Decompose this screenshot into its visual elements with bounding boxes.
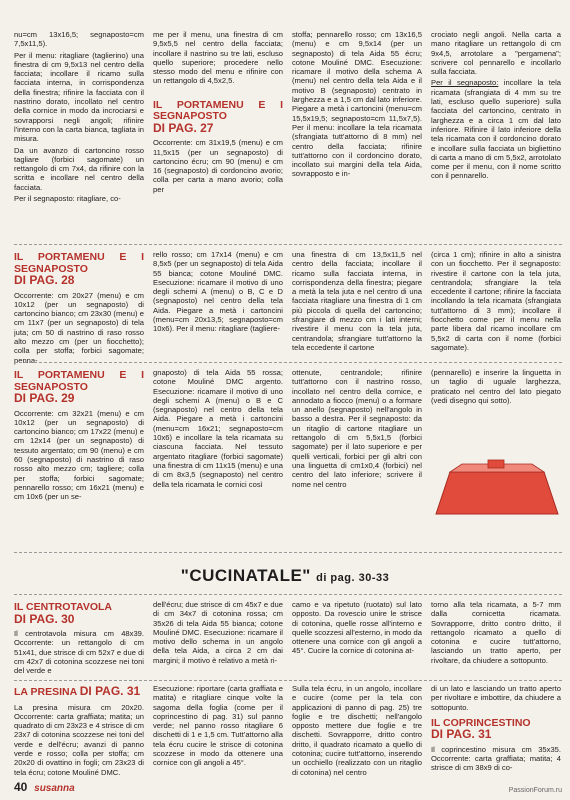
column-1 <box>14 250 144 367</box>
section-title-text: LA PRESINA <box>14 686 77 698</box>
section-title <box>14 252 144 287</box>
section-band-3 <box>14 368 562 548</box>
paragraph: torno alla tela ricamata, a 5-7 mm dalla cornicetta ricamata. Sovrapporre, dritto contro dritto, il rettangolo ricamato a quello di cotonina e cucire tutt'attorno, lasciando un tratto aperto, per rivoltare, da chiudere a sottopunto. <box>431 600 561 665</box>
section-title-text: IL PORTAMENU E I SEGNAPOSTO <box>14 251 144 275</box>
paragraph: La presina misura cm 20x20. Occorrente: carta graffiata; matita; un quadrato di cm 23x23 e 4 strisce di cm 23x7 di cotonina scozzese nei toni del verde e dell'écru; avanzi di panno verde e rosso; colla per stoffa; cm 20x20 di ovattino in fogli; cm 23x23 di tela écru; cotone Mouliné DMC. <box>14 702 144 777</box>
paragraph: rello rosso; cm 17x14 (menu) e cm 8,5x5 (per un segnaposto) di tela Aida 55 bianca; cotone Mouliné DMC. Esecuzione: ricamare il motivo di uno degli schemi A (menu) o B, C e D (segnaposto) nel centro della tela Aida. Piegare a metà i cartoncini (menu=cm 20x13,5; segnaposto=cm 10x6). Per il menu: ritagliare (tagliere- <box>153 250 283 334</box>
column-1 <box>14 368 144 503</box>
section-band-2 <box>14 250 562 365</box>
column-3 <box>292 684 422 778</box>
paragraph: (circa 1 cm); rifinire in alto a sinistra con un fiocchetto. Per il segnaposto: rivestire il cartone con la tela juta, centrandola; sfrangiare la tela eccedente il cartone; rifinire la facciata incollando la tela ricamata (sfrangiata tutt'attorno di 3 mm); incollare il fiocchetto come per il menu nella parte libera dal ricamo incollare cm 5,5x2 di carta con il nome (forbici sagomate). <box>431 250 561 352</box>
place-card-tab <box>488 460 504 468</box>
place-card-illustration <box>432 450 562 520</box>
paragraph: di un lato e lasciando un tratto aperto per rivoltare e imbottire, da chiudere a sottopunto. <box>431 684 561 712</box>
column-3 <box>292 368 422 491</box>
subsection-label: Per il segnaposto: <box>431 78 499 88</box>
section-title <box>431 718 561 741</box>
paragraph: nu=cm 13x16,5; segnaposto=cm 7,5x11,5). <box>14 30 144 49</box>
column-1 <box>14 684 144 778</box>
paragraph <box>431 78 561 180</box>
paragraph: Per il segnaposto: ritagliare, co- <box>14 194 121 204</box>
column-2 <box>153 368 283 491</box>
divider <box>14 552 562 553</box>
paragraph: Esecuzione: riportare (carta graffiata e matita) e ritagliare cinque volte la sagoma della foglia (come per il coprincestino di pag. 31) sul panno verde; nel panno rosso ritagliare 6 dischetti di 1 e 1,5 cm. Tutt'attorno alla tela écru cucire le strisce di cotonina scozzese in modo da ottenere una cornice con gli angoli a 45°. <box>153 684 283 768</box>
divider <box>14 244 562 245</box>
paragraph: Occorrente: cm 20x27 (menu) e cm 10x12 (per un segnaposto) di cartoncino bianco; cm 23x30 (menu) e cm 11x7 (per un segnaposto) di tela juta; cm 50 di nastrino di raso rosso alto mezzo cm (per un fiocchetto); colla per stoffa; forbici sagomate; penna- <box>14 290 144 365</box>
page-number: 40 <box>14 780 28 794</box>
place-card-body <box>436 472 558 514</box>
paragraph: Sulla tela écru, in un angolo, incollare e cucire (come per la tela con applicazioni di panno di pag. 25) tre foglie e tre dischetti; nell'angolo opposto mettere due foglie e tre dischetti. Sovrapporre, dritto contro dritto, il quadrato ricamato a quello di cotonina; cucire tutt'attorno, inserendo un occhiello (realizzato con un ritaglio di cotonina) nel centro <box>292 684 422 777</box>
paragraph: Il centrotavola misura cm 48x39. Occorrente: un rettangolo di cm 51x41, due strisce di cm 52x7 e due di cm 42x7 di cotonina scozzese nei toni del verde e <box>14 629 144 676</box>
paragraph: Occorrente: cm 31x19,5 (menu) e cm 11,5x15 (per un segnaposto) di cartoncino écru; cm 90 (menu) e cm 16 (segnaposto) di cordoncino avorio; colla per carta a mano avorio; colla per <box>153 138 283 194</box>
divider <box>14 594 562 595</box>
section-title-text: IL PORTAMENU E I SEGNAPOSTO <box>153 98 283 123</box>
section-title-text: IL CENTROTAVOLA <box>14 601 112 613</box>
section-page-ref: DI PAG. 27 <box>153 120 214 135</box>
paragraph: stoffa; pennarello rosso; cm 13x16,5 (menu) e cm 9,5x14 (per un segnaposto) di tela Aida 55 écru; cotone Mouliné DMC. Esecuzione: ricamare il motivo della schema A (menu) nel centro della tela Aida e il motivo B (segnaposto) centrato in larghezza e a 1,5 cm dal lato inferiore. Piegare a metà i cartoncini (menu=cm 15,5x19,5; segnaposto=cm 11,5x7,5). Per il menu: incollare la tela ricamata (sfrangiata tutt'attorno di 8 mm) nel centro della facciata; rifinire tutt'attorno con il cordoncino dorato, incollato sui margini della tela Aida, sovrapposto e in- <box>292 30 422 179</box>
watermark: PassionForum.ru <box>508 787 562 794</box>
section-title <box>14 686 144 699</box>
section-band-5 <box>14 684 562 778</box>
page-footer <box>14 780 75 794</box>
column-2 <box>153 684 283 778</box>
column-4 <box>431 30 561 183</box>
column-2 <box>153 250 283 336</box>
magazine-brand: susanna <box>34 783 75 794</box>
column-1 <box>14 30 144 205</box>
section-title <box>153 100 283 135</box>
paragraph: dell'écru; due strisce di cm 45x7 e due di cm 34x7 di cotonina rossa; cm 35x26 di tela Aida 55 bianca; cotone Mouliné DMC. Esecuzione: ricamare il motivo dello schema in un angolo della tela Aida, a circa 2 cm dai margini; il motivo è relativo a metà ri- <box>153 600 283 665</box>
paragraph: camo e va ripetuto (ruotato) sul lato opposto. Da rovescio unire le strisce di cotonina, quelle rosse all'interno e quelle scozzesi all'esterno, in modo da ottenere una cornice con gli angoli a 45°. Cucire la cornice di cotonina at- <box>292 600 422 656</box>
column-4 <box>431 250 561 354</box>
column-3 <box>292 250 422 354</box>
column-2 <box>153 30 283 196</box>
paragraph: Occorrente: cm 32x21 (menu) e cm 10x12 (per un segnaposto) di cartoncino bianco; cm 17x22 (menu) e cm 12x14 (per un segnaposto) di tessuto argentato; cm 90 (menu) e cm 60 (segnaposto) di nastrino di raso rosso alto mezzo cm; tagliere; colla per stoffa; forbici sagomate; pennarello rosso; cm 16x21 (menu) e cm 10x6 (per un se- <box>14 408 144 502</box>
column-4 <box>431 368 561 407</box>
section-band-1 <box>14 30 562 242</box>
paragraph: Il coprincestino misura cm 35x35. Occorrente: carta graffiata; matita; 4 strisce di cm 38x9 di co- <box>431 744 561 773</box>
section-band-4 <box>14 600 562 680</box>
paragraph: (pennarello) e inserire la linguetta in un taglio di uguale larghezza, praticato nel centro del lato piegato (vedi disegno qui sotto). <box>431 368 561 405</box>
section-page-ref: DI PAG. 30 <box>14 611 75 626</box>
divider <box>14 680 562 681</box>
column-3 <box>292 600 422 658</box>
divider <box>14 362 562 363</box>
section-page-ref: DI PAG. 29 <box>14 391 75 405</box>
chapter-heading <box>0 566 570 586</box>
column-2 <box>153 600 283 667</box>
paragraph: Da un avanzo di cartoncino rosso tagliare (forbici sagomate) un rettangolo di cm 7x4, da rifinire con la scritta e incollare nel centro della facciata. <box>14 145 144 192</box>
paragraph: una finestra di cm 13,5x11,5 nel centro della facciata; incollare il ricamo sulla facciata interna, in corrispondenza della finestra; piegare a metà la tela juta e nel centro di una facciata ritagliare una finestra di 1 cm più piccola di quella del cartoncino; sfrangiare di mezzo cm i lati interni; rivestire il menu con la tela juta, centrandola; sfrangiare tutt'attorno la tela eccedente il cartone <box>292 250 422 352</box>
column-4 <box>431 684 561 778</box>
section-title-text: IL PORTAMENU E I SEGNAPOSTO <box>14 369 144 393</box>
section-page-ref: DI PAG. 31 <box>79 684 141 698</box>
paragraph: me per il menu, una finestra di cm 9,5x5,5 nel centro della facciata; incollare il nastrino su tre lati, escluso quello superiore; procedere nello stesso modo del menu e rifinire con un rettangolo di 4,5x2,5. <box>153 30 283 86</box>
paragraph: crociato negli angoli. Nella carta a mano ritagliare un rettangolo di cm 9x4,5, arrotolare a "pergamena"; scrivere col pennarello e incollarlo sulla facciata. <box>431 30 561 77</box>
section-title-text: IL COPRINCESTINO <box>431 716 531 729</box>
column-4 <box>431 600 561 667</box>
paragraph: Per il menu: ritagliare (taglierino) una finestra di cm 9,5x13 nel centro della facciata; incollare il ricamo sulla facciata interna, in corrispondenza della finestra; rifinire la facciata con il nastrino dorato, incollato nel centro della cornice in modo da incrociarsi e sovrapporsi negli angoli; rifinire l'interno con la carta bianca, tagliata in misura. <box>14 50 144 144</box>
chapter-page-ref: di pag. 30-33 <box>316 572 390 584</box>
section-page-ref: DI PAG. 31 <box>431 727 492 742</box>
paragraph: gnaposto) di tela Aida 55 rossa; cotone Mouliné DMC argento. Esecuzione: ricamare il motivo di uno degli schemi A (menu) o B e C (segnaposto) nel centro della tela Aida. Piegare a metà i cartoncini (menu=cm 16x21; segnaposto=cm 10x6) e incollare la tela ricamata su ciascuna facciata. Nel tessuto argentato ritagliare (forbici sagomate) una finestra di cm 11x15 (menu) e una di cm 8x3,5 (segnaposto) nel centro della tela ricamata le cornici così <box>153 368 283 489</box>
chapter-title: "CUCINATALE" <box>180 566 311 585</box>
section-title <box>14 602 144 625</box>
section-title <box>14 370 144 405</box>
column-1 <box>14 600 144 677</box>
section-page-ref: DI PAG. 28 <box>14 273 75 287</box>
column-3 <box>292 30 422 181</box>
paragraph-text: incollare la tela ricamata (sfrangiata di 4 mm su tre lati, escluso quello superiore) sulla facciata del cartoncino, centrato in larghezza e a circa 1 cm dal lato inferiore. Rifinire il lato inferiore della tela ricamata con il cordoncino dorato e incollare sulla facciata un bigliettino di carta a mano di cm 5,5x2, arrotolato come per il menu, con il nome scritto con il pennarello. <box>431 78 561 181</box>
paragraph: ottenute, centrandole; rifinire tutt'attorno con il nastrino rosso, incollato nel centro della cornice, e annodato a fiocco (menu) o a formare un anello (segnaposto) nell'angolo in basso a destra. Per il segnaposto: da un ritaglio di cartone ritagliare un rettangolo di cm 5,5x1,5 (forbici sagomate) per il lato superiore e per quelli verticali, forbici per gli altri con una linguetta di cm1x0,4 (forbici) nel centro del lato inferiore; scrivere il nome nel centro <box>292 368 422 489</box>
